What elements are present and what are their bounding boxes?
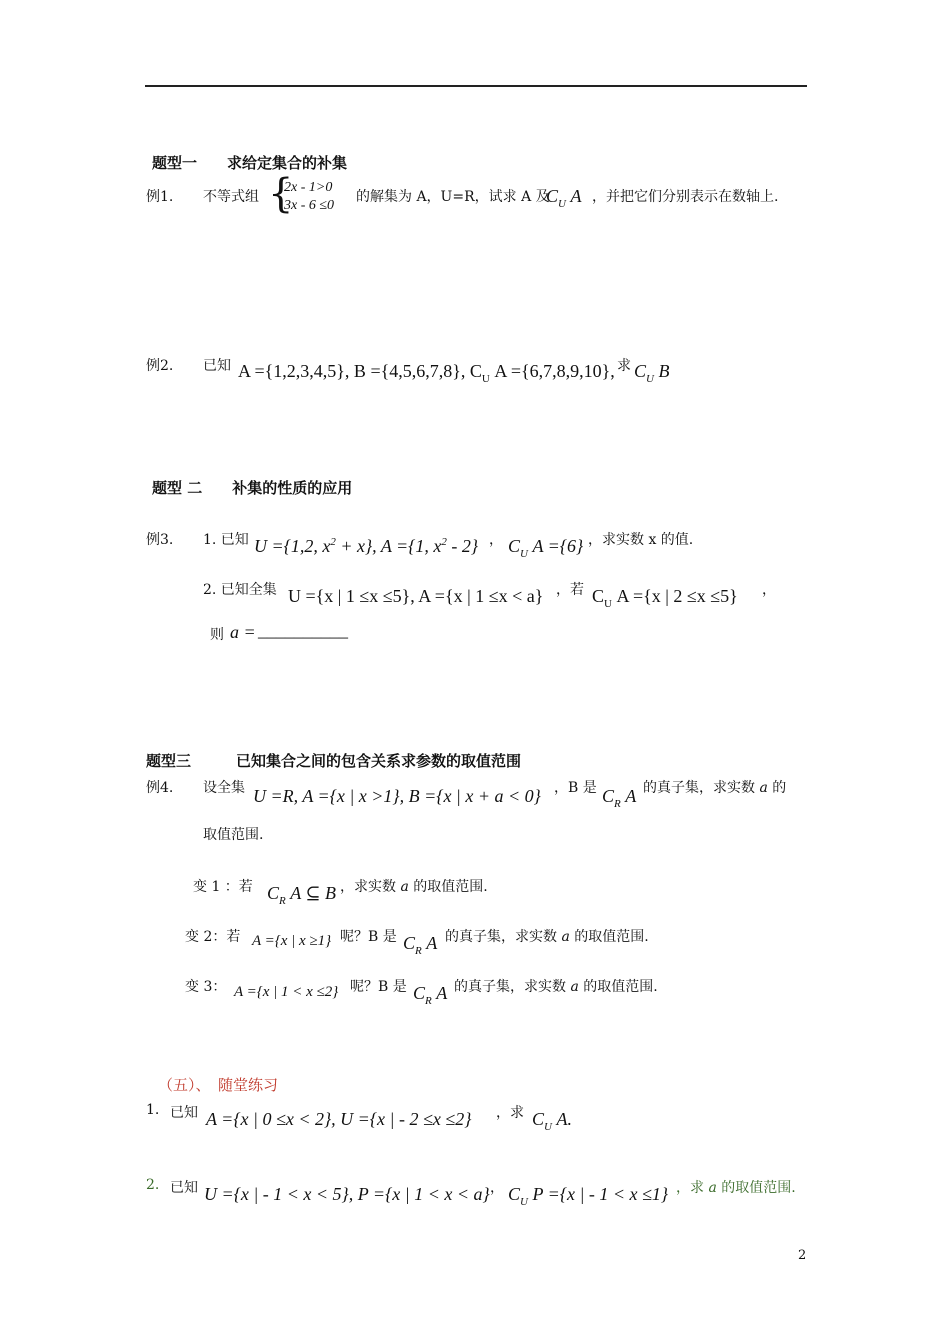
example-4-math: U =R, A ={x | x >1}, B ={x | x + a < 0}: [253, 786, 541, 806]
practice-1-label: 1.: [146, 1102, 160, 1118]
example-3-part1-mid: ，: [489, 532, 503, 548]
variant-1-prefix: 变 1 ：若: [193, 879, 253, 895]
example-3-part2-complement: $C_U$ A ={x | 2 ≤x ≤5}: [592, 586, 738, 610]
section-heading-1: 题型一 求给定集合的补集: [152, 154, 348, 172]
left-brace-icon: {: [268, 171, 294, 217]
example-1-text-after: 的解集为 A，U=R，试求 A 及: [356, 189, 550, 205]
example-3-part2-mid: ，若: [556, 582, 584, 598]
example-3-answer-var: a =: [230, 622, 256, 642]
variant-3-math: A ={x | 1 < x ≤2}: [234, 984, 339, 1000]
example-3-part2-prefix: 2. 已知全集: [203, 582, 277, 598]
example-3-part1-math: U ={1,2, $x^2 + x$}, A ={1, $x^2 - 2$}: [254, 536, 479, 556]
example-3-answer-blank: __________: [258, 620, 348, 640]
example-1-tail: ，并把它们分别表示在数轴上.: [592, 189, 779, 205]
inequality-1: 2x - 1>0: [284, 180, 333, 195]
example-4-complement: $C_R$ A: [602, 786, 637, 810]
example-2-prefix: 已知: [203, 358, 231, 374]
example-3-part1-prefix: 1. 已知: [203, 532, 249, 548]
practice-2-math: U ={x | - 1 < x < 5}, P ={x | 1 < x < a}: [204, 1184, 490, 1204]
example-3-part1-tail: ，求实数 x 的值.: [588, 532, 694, 548]
practice-1-complement: $C_U$ A.: [532, 1109, 572, 1133]
example-4-mid: ，B 是: [554, 780, 597, 796]
variant-2-mid: 呢？B 是: [340, 929, 397, 945]
example-2-ask: 求: [617, 358, 631, 374]
page-number: 2: [798, 1248, 807, 1263]
practice-2-complement: $C_U$ P ={x | - 1 < x ≤1}: [508, 1184, 669, 1208]
variant-2-prefix: 变 2：若: [185, 929, 241, 945]
example-1-complement: $C_U$ A: [546, 186, 582, 210]
example-4-prefix: 设全集: [203, 780, 245, 796]
example-4-line2: 取值范围.: [203, 827, 264, 843]
example-1-label: 例1.: [146, 189, 174, 205]
variant-2-math: A ={x | x ≥1}: [252, 933, 332, 949]
variant-1-tail: ，求实数 a 的取值范围.: [340, 879, 488, 895]
section-heading-2: 题型 二 补集的性质的应用: [152, 479, 353, 497]
example-1-text-before: 不等式组: [203, 189, 259, 205]
practice-1-mid: ，求: [496, 1105, 524, 1121]
example-3-label: 例3.: [146, 532, 174, 548]
practice-1-prefix: 已知: [170, 1105, 198, 1121]
variant-3-tail: 的真子集，求实数 a 的取值范围.: [454, 979, 658, 995]
variant-2-complement: $C_R$ A: [403, 933, 438, 957]
inequality-2: 3x - 6 ≤0: [284, 198, 335, 213]
practice-1-math: A ={x | 0 ≤x < 2}, U ={x | - 2 ≤x ≤2}: [206, 1109, 472, 1129]
example-2-label: 例2.: [146, 358, 174, 374]
practice-2-tail: ，求 a 的取值范围.: [676, 1180, 796, 1196]
example-3-part1-complement: $C_U$ A ={6}: [508, 536, 584, 560]
section-heading-practice: （五）、 随堂练习: [158, 1076, 279, 1094]
example-3-part3-prefix: 则: [210, 627, 224, 643]
practice-2-label: 2.: [146, 1177, 160, 1193]
variant-2-tail: 的真子集，求实数 a 的取值范围.: [445, 929, 649, 945]
variant-3-complement: $C_R$ A: [413, 983, 448, 1007]
variant-3-mid: 呢？B 是: [350, 979, 407, 995]
example-2-math: A ={1,2,3,4,5}, B ={4,5,6,7,8}, $C_U$ A ={6,7,8,9,10},: [238, 361, 615, 385]
section-heading-3: 题型三 已知集合之间的包含关系求参数的取值范围: [146, 752, 522, 770]
variant-1-math: $C_R$ A ⊆ B: [267, 883, 336, 907]
inequality-system: [268, 171, 356, 217]
example-4-tail: 的真子集，求实数 a 的: [643, 780, 787, 796]
example-3-part2-math: U ={x | 1 ≤x ≤5}, A ={x | 1 ≤x < a}: [288, 586, 544, 606]
variant-3-prefix: 变 3：: [185, 979, 227, 995]
example-2-ask-math: $C_U$ B: [634, 361, 670, 385]
header-rule: [145, 85, 807, 87]
example-4-label: 例4.: [146, 780, 174, 796]
practice-2-mid: ，: [490, 1180, 504, 1196]
example-3-part2-tail: ，: [762, 582, 776, 598]
practice-2-prefix: 已知: [170, 1180, 198, 1196]
